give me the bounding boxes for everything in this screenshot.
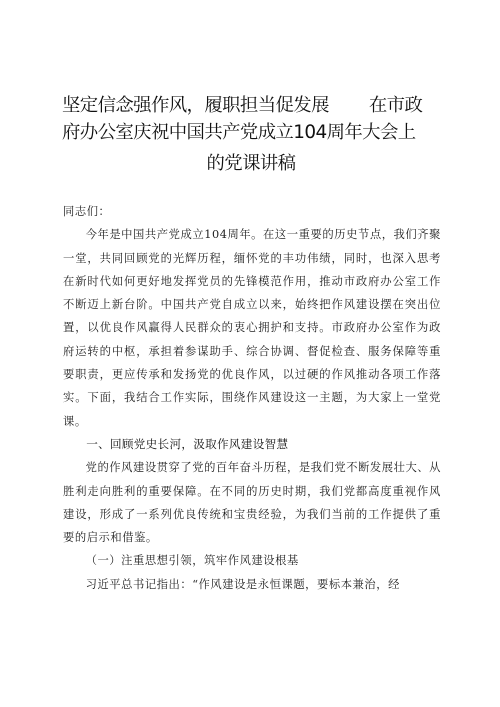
title-line-1-tail: 在市政 (368, 95, 423, 116)
section-heading-1: 一、回顾党史长河，汲取作风建设智慧 (86, 436, 289, 451)
document-body (63, 200, 441, 596)
subsection-heading-1: （一）注重思想引领，筑牢作风建设根基 (85, 554, 299, 568)
paragraph-intro: 今年是中国共产党成立104周年。在这一重要的历史节点，我们齐聚一堂，共同回顾党的光辉历程，缅怀党的丰功伟绩，同时，也深入思考在新时代如何更好地发挥党员的先锋模范作用，推动市政府办公室工作不断迈上新台阶。中国共产党自成立以来，始终把作风建设摆在突出位置，以优良作风赢得人民群众的衷心拥护和支持。市政府办公室作为政府运转的中枢，承担着参谋助手、综合协调、督促检查、服务保障等重要职责，更应传承和发扬党的优良作风，以过硬的作风推动各项工作落实。下面，我结合工作实际，围绕作风建设这一主题，为大家上一堂党课。 (63, 228, 441, 428)
paragraph-history: 党的作风建设贯穿了党的百年奋斗历程，是我们党不断发展壮大、从胜利走向胜利的重要保障。在不同的历史时期，我们党都高度重视作风建设，形成了一系列优良传统和宝贵经验，为我们当前的工作提供了重要的启示和借鉴。 (63, 461, 442, 545)
title-line-1 (62, 92, 440, 119)
document-title (62, 92, 440, 177)
title-line-1-main: 坚定信念强作风，履职担当促发展 (62, 95, 329, 116)
title-line-2: 府办公室庆祝中国共产党成立104周年大会上 (62, 122, 416, 143)
salutation: 同志们： (63, 205, 111, 218)
paragraph-quote: 习近平总书记指出：“作风建设是永恒课题，要标本兼治，经 (85, 577, 400, 591)
title-line-3: 的党课讲稿 (206, 153, 296, 174)
